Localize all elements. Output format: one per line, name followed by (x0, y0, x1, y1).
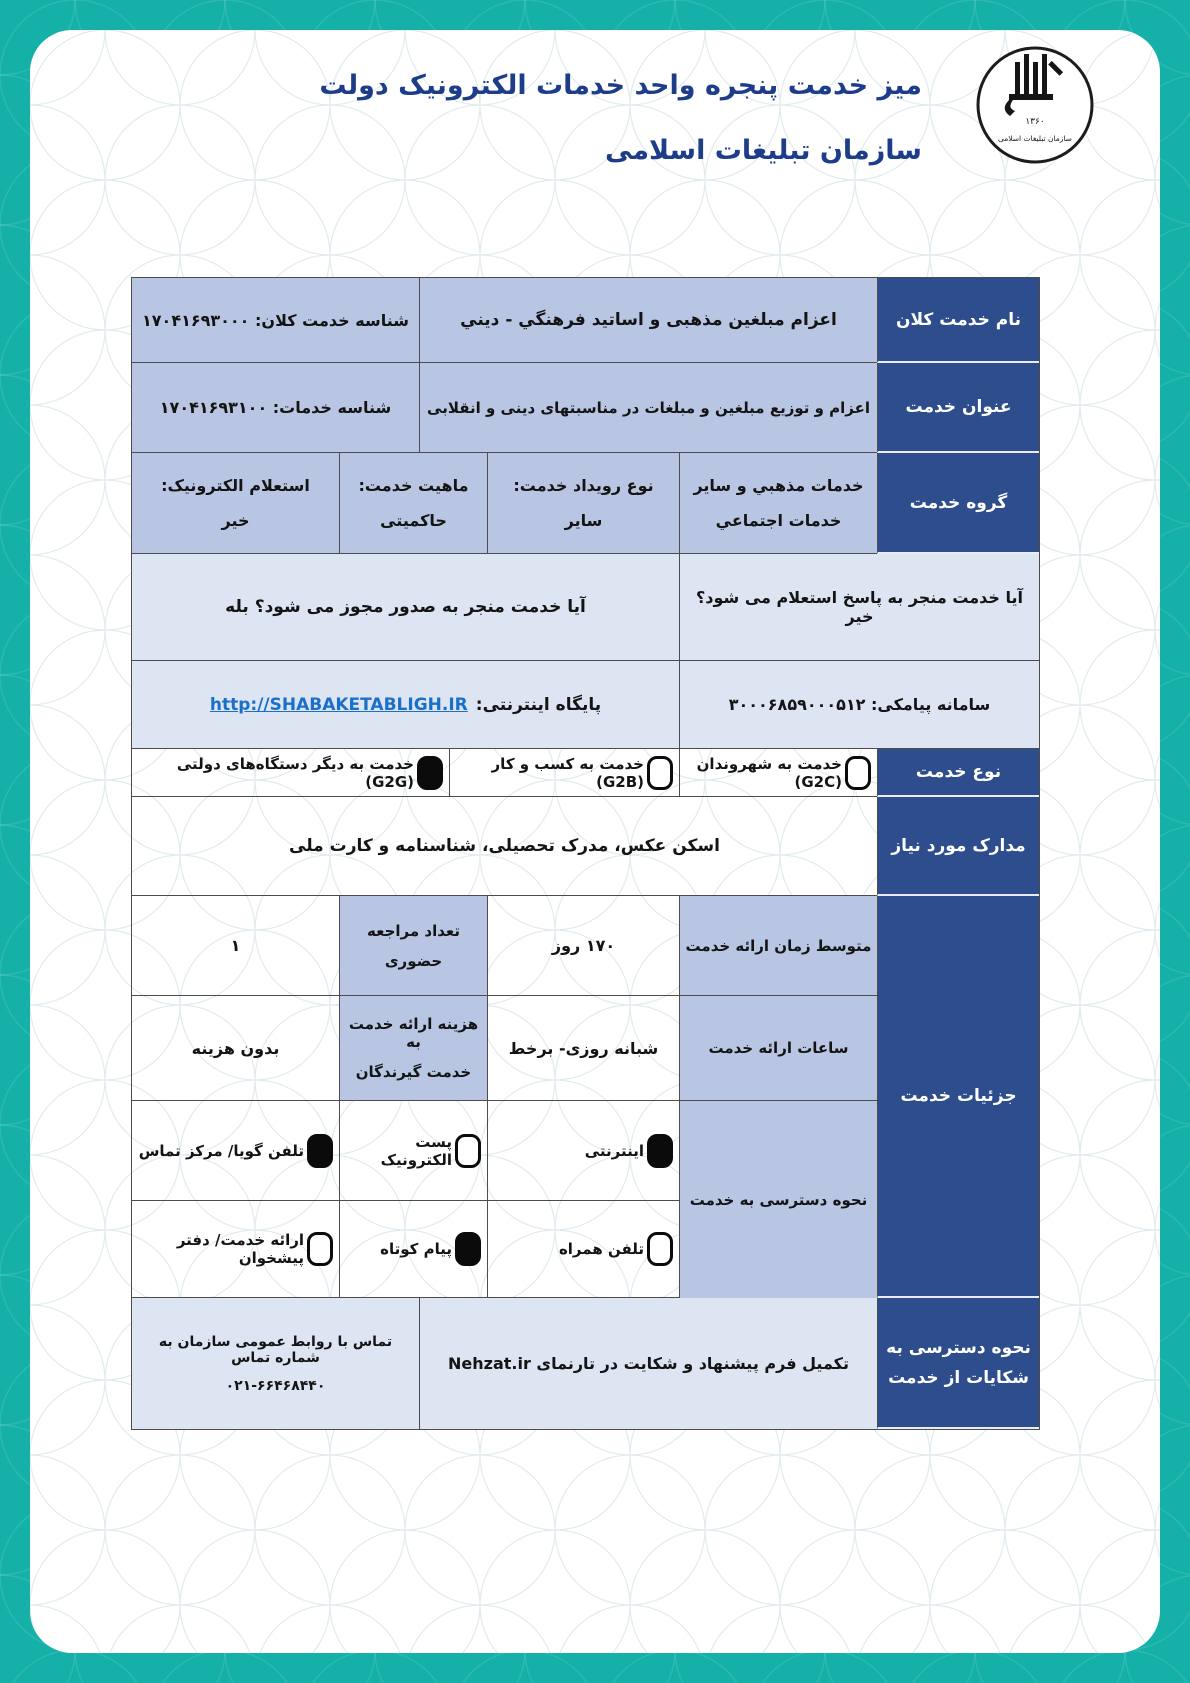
cost-value: بدون هزینه (132, 996, 339, 1101)
logo-caption: سازمان تبلیغات اسلامی (998, 134, 1072, 143)
details-row-access (132, 1101, 877, 1298)
table-row-complaints (132, 1298, 1039, 1429)
details-row-time (132, 896, 877, 996)
documents-value: اسکن عکس، مدرک تحصیلی، شناسنامه و کارت ملی (132, 797, 877, 896)
access-option-email: پست الکترونیک (339, 1101, 487, 1201)
row-header-documents: مدارک مورد نیاز (877, 797, 1039, 896)
access-option-mobile: تلفن همراه (487, 1201, 679, 1298)
website-label: پایگاه اینترنتی: (475, 694, 602, 715)
access-label: نحوه دسترسی به خدمت (679, 1101, 877, 1298)
checkbox-g2b-icon[interactable] (647, 756, 673, 790)
row-header-service-title: عنوان خدمت (877, 363, 1039, 453)
checkbox-counter-icon[interactable] (307, 1232, 333, 1266)
hours-label: ساعات ارائه خدمت (679, 996, 877, 1101)
group-nature: ماهیت خدمت: حاکمیتی (339, 453, 487, 554)
row-header-service-group: گروه خدمت (877, 453, 1039, 554)
checkbox-ivr-icon[interactable] (307, 1134, 333, 1168)
service-title-name: اعزام و توزیع مبلغین و مبلغات در مناسبتهای دینی و انقلابی (419, 363, 877, 453)
org-logo-icon (972, 42, 1098, 168)
row-header-macro-service: نام خدمت کلان (877, 278, 1039, 363)
page-title: میز خدمت پنجره واحد خدمات الکترونیک دولت (319, 70, 922, 101)
macro-service-id: شناسه خدمت کلان: ۱۷۰۴۱۶۹۳۰۰۰ (132, 278, 419, 363)
access-options-row-2 (132, 1201, 679, 1298)
group-event-type: نوع رویداد خدمت: سایر (487, 453, 679, 554)
table-row-service-group (132, 453, 1039, 554)
service-type-option-g2b: خدمت به کسب و کار (G2B) (449, 749, 679, 797)
checkbox-sms-icon[interactable] (455, 1232, 481, 1266)
visits-value: ۱ (132, 896, 339, 996)
website-cell (132, 661, 679, 749)
inquiry-answer: آیا خدمت منجر به پاسخ استعلام می شود؟ خیر (679, 554, 1039, 661)
checkbox-g2g-icon[interactable] (417, 756, 443, 790)
table-row-inquiry (132, 554, 1039, 661)
row-header-complaints: نحوه دسترسی به شکایات از خدمت (877, 1298, 1039, 1429)
service-info-table (131, 277, 1040, 1430)
org-title: سازمان تبلیغات اسلامی (605, 135, 922, 166)
table-row-documents (132, 797, 1039, 896)
table-row-details (132, 896, 1039, 1298)
logo-year: ۱۳۶۰ (1025, 117, 1045, 127)
table-row-service-title (132, 363, 1039, 453)
checkbox-mobile-icon[interactable] (647, 1232, 673, 1266)
avg-time-value: ۱۷۰ روز (487, 896, 679, 996)
service-id: شناسه خدمات: ۱۷۰۴۱۶۹۳۱۰۰ (132, 363, 419, 453)
service-type-option-g2c: خدمت به شهروندان (G2C) (679, 749, 877, 797)
table-row-contact (132, 661, 1039, 749)
complaints-phone: تماس با روابط عمومی سازمان به شماره تماس ۰۲۱-۶۶۴۶۸۴۴۰ (132, 1298, 419, 1429)
sms-number: سامانه پیامکی: ۳۰۰۰۶۸۵۹۰۰۰۵۱۲ (679, 661, 1039, 749)
complaints-online: تکمیل فرم پیشنهاد و شکایت در تارنمای Nehzat.ir (419, 1298, 877, 1429)
table-row-service-type (132, 749, 1039, 797)
access-option-ivr: تلفن گویا/ مرکز تماس (132, 1101, 339, 1201)
visits-label: تعداد مراجعه حضوری (339, 896, 487, 996)
cost-label: هزینه ارائه خدمت به خدمت گیرندگان (339, 996, 487, 1101)
table-row-macro-service (132, 278, 1039, 363)
access-option-sms: پیام کوتاه (339, 1201, 487, 1298)
macro-service-name: اعزام مبلغین مذهبی و اساتید فرهنگي - دیني (419, 278, 877, 363)
access-option-internet: اینترنتی (487, 1101, 679, 1201)
details-row-hours (132, 996, 877, 1101)
row-header-service-type: نوع خدمت (877, 749, 1039, 797)
hours-value: شبانه روزی- برخط (487, 996, 679, 1101)
service-type-option-g2g: خدمت به دیگر دستگاه‌های دولتی (G2G) (132, 749, 449, 797)
checkbox-g2c-icon[interactable] (845, 756, 871, 790)
access-options-row-1 (132, 1101, 679, 1201)
group-category: خدمات مذهبي و سایر خدمات اجتماعي (679, 453, 877, 554)
group-e-inquiry: استعلام الکترونیک: خیر (132, 453, 339, 554)
row-header-details: جزئیات خدمت (877, 896, 1039, 1298)
checkbox-internet-icon[interactable] (647, 1134, 673, 1168)
avg-time-label: متوسط زمان ارائه خدمت (679, 896, 877, 996)
document-panel (30, 30, 1160, 1653)
checkbox-email-icon[interactable] (455, 1134, 481, 1168)
access-option-counter: ارائه خدمت/ دفتر پیشخوان (132, 1201, 339, 1298)
permit-answer: آیا خدمت منجر به صدور مجوز می شود؟ بله (132, 554, 679, 661)
website-link[interactable]: http://SHABAKETABLIGH.IR (209, 694, 468, 715)
